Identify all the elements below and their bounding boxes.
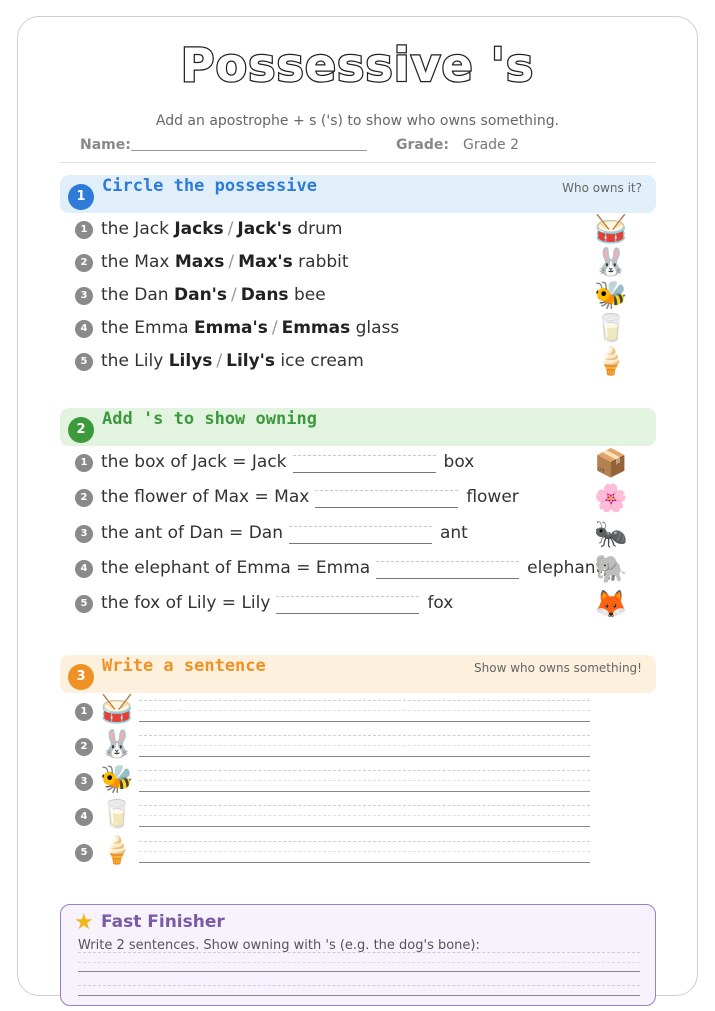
picture-icon: 🥛 — [100, 799, 134, 830]
writing-guide-line — [78, 952, 640, 953]
answer-blank[interactable] — [315, 490, 458, 508]
header-divider — [60, 162, 656, 163]
item-number: 3 — [75, 287, 93, 305]
item-noun: ice cream — [280, 351, 364, 371]
possessive-option[interactable]: Jacks — [174, 219, 224, 239]
item-number: 1 — [75, 454, 93, 472]
option-separator: / — [228, 252, 235, 272]
item-number: 4 — [75, 560, 93, 578]
writing-guide-line — [139, 700, 590, 701]
picture-icon: 🐜 — [594, 519, 628, 550]
item-number: 2 — [75, 738, 93, 756]
picture-icon: 🥛 — [594, 313, 628, 344]
writing-guide-line — [139, 710, 590, 711]
item-noun: ant — [439, 523, 468, 543]
writing-line[interactable] — [139, 791, 590, 792]
picture-icon: 📦 — [594, 448, 628, 479]
item-prefix: the Emma — [101, 318, 189, 338]
possessive-option[interactable]: Dan's — [174, 285, 228, 305]
section-title: Circle the possessive — [102, 176, 317, 196]
possessive-option[interactable]: Emmas — [281, 318, 351, 338]
item-prefix: the Jack — [101, 219, 169, 239]
circle-item-row — [75, 318, 399, 344]
item-noun: drum — [297, 219, 343, 239]
item-prefix: the Lily — [101, 351, 164, 371]
fast-finisher-title: Fast Finisher — [101, 912, 225, 932]
section-note: Show who owns something! — [474, 661, 642, 675]
item-number: 1 — [75, 221, 93, 239]
star-icon: ★ — [74, 910, 94, 935]
circle-item-row — [75, 252, 349, 278]
item-number: 3 — [75, 525, 93, 543]
writing-line[interactable] — [78, 995, 640, 996]
picture-icon: 🐰 — [100, 729, 134, 760]
item-prefix: the Dan — [101, 285, 169, 305]
section-number-badge: 3 — [68, 664, 94, 690]
section-2-header — [60, 408, 656, 446]
item-prefix: the Max — [101, 252, 170, 272]
option-separator: / — [271, 318, 278, 338]
fast-finisher-prompt: Write 2 sentences. Show owning with 's (e.g. the dog's bone): — [78, 938, 480, 953]
section-title: Add 's to show owning — [102, 409, 317, 429]
writing-guide-line — [139, 745, 590, 746]
possessive-option[interactable]: Emma's — [194, 318, 268, 338]
circle-item-row — [75, 219, 342, 245]
add-item-row — [75, 523, 468, 549]
write-item-row — [75, 694, 595, 728]
writing-guide-line — [139, 851, 590, 852]
writing-line[interactable] — [78, 971, 640, 972]
item-number: 4 — [75, 808, 93, 826]
name-line[interactable] — [131, 137, 367, 151]
picture-icon: 🍦 — [100, 835, 134, 866]
option-separator: / — [227, 219, 234, 239]
page-title: Possessive 's — [180, 38, 535, 92]
writing-guide-line — [139, 770, 590, 771]
writing-guide-line — [139, 815, 590, 816]
picture-icon: 🥁 — [100, 694, 134, 725]
writing-guide-line — [139, 780, 590, 781]
write-item-row — [75, 729, 595, 763]
item-noun: elephant — [527, 558, 603, 578]
item-noun: rabbit — [298, 252, 349, 272]
grade-field — [396, 137, 519, 153]
answer-blank[interactable] — [293, 455, 436, 473]
section-number-badge: 2 — [68, 417, 94, 443]
writing-guide-line — [139, 735, 590, 736]
item-text: the box of Jack = Jack — [101, 452, 287, 472]
possessive-option[interactable]: Max's — [238, 252, 293, 272]
add-item-row — [75, 487, 519, 513]
item-number: 5 — [75, 595, 93, 613]
picture-icon: 🥁 — [594, 214, 628, 245]
item-text: the fox of Lily = Lily — [101, 593, 271, 613]
picture-icon: 🦊 — [594, 589, 628, 620]
item-number: 5 — [75, 353, 93, 371]
picture-icon: 🍦 — [594, 346, 628, 377]
page-subtitle: Add an apostrophe + s ('s) to show who owns something. — [155, 113, 560, 129]
possessive-option[interactable]: Maxs — [174, 252, 225, 272]
item-number: 1 — [75, 703, 93, 721]
writing-guide-line — [78, 962, 640, 963]
writing-line[interactable] — [139, 826, 590, 827]
section-3-header — [60, 655, 656, 693]
item-number: 4 — [75, 320, 93, 338]
item-text: the elephant of Emma = Emma — [101, 558, 371, 578]
section-number-badge: 1 — [68, 184, 94, 210]
item-text: the ant of Dan = Dan — [101, 523, 283, 543]
writing-line[interactable] — [139, 756, 590, 757]
name-field[interactable] — [80, 137, 367, 153]
possessive-option[interactable]: Dans — [240, 285, 289, 305]
item-number: 2 — [75, 489, 93, 507]
picture-icon: 🐘 — [594, 554, 628, 585]
answer-blank[interactable] — [289, 526, 432, 544]
item-text: the flower of Max = Max — [101, 487, 310, 507]
answer-blank[interactable] — [376, 561, 519, 579]
write-item-row — [75, 835, 595, 869]
picture-icon: 🐝 — [100, 764, 134, 795]
circle-item-row — [75, 351, 364, 377]
section-note: Who owns it? — [562, 181, 642, 195]
picture-icon: 🐰 — [594, 247, 628, 278]
writing-line[interactable] — [139, 721, 590, 722]
writing-guide-line — [139, 805, 590, 806]
grade-value: Grade 2 — [462, 137, 520, 153]
item-noun: flower — [466, 487, 519, 507]
item-noun: fox — [427, 593, 454, 613]
item-noun: bee — [293, 285, 326, 305]
possessive-option[interactable]: Lily's — [226, 351, 276, 371]
writing-guide-line — [139, 841, 590, 842]
picture-icon: 🌸 — [594, 483, 628, 514]
write-item-row — [75, 764, 595, 798]
write-item-row — [75, 799, 595, 833]
item-noun: glass — [355, 318, 400, 338]
item-number: 2 — [75, 254, 93, 272]
add-item-row — [75, 593, 453, 619]
writing-guide-line — [78, 985, 640, 986]
option-separator: / — [216, 351, 223, 371]
item-number: 5 — [75, 844, 93, 862]
option-separator: / — [231, 285, 237, 305]
name-label: Name: — [80, 137, 131, 153]
item-noun: box — [443, 452, 475, 472]
fast-finisher-box — [60, 904, 656, 1006]
possessive-option[interactable]: Jack's — [237, 219, 292, 239]
answer-blank[interactable] — [276, 596, 419, 614]
add-item-row — [75, 452, 474, 478]
grade-label: Grade: — [396, 137, 449, 153]
writing-line[interactable] — [139, 862, 590, 863]
possessive-option[interactable]: Lilys — [168, 351, 213, 371]
item-number: 3 — [75, 773, 93, 791]
circle-item-row — [75, 285, 326, 311]
add-item-row — [75, 558, 602, 584]
section-1-header — [60, 175, 656, 213]
picture-icon: 🐝 — [594, 280, 628, 311]
section-title: Write a sentence — [102, 656, 266, 676]
